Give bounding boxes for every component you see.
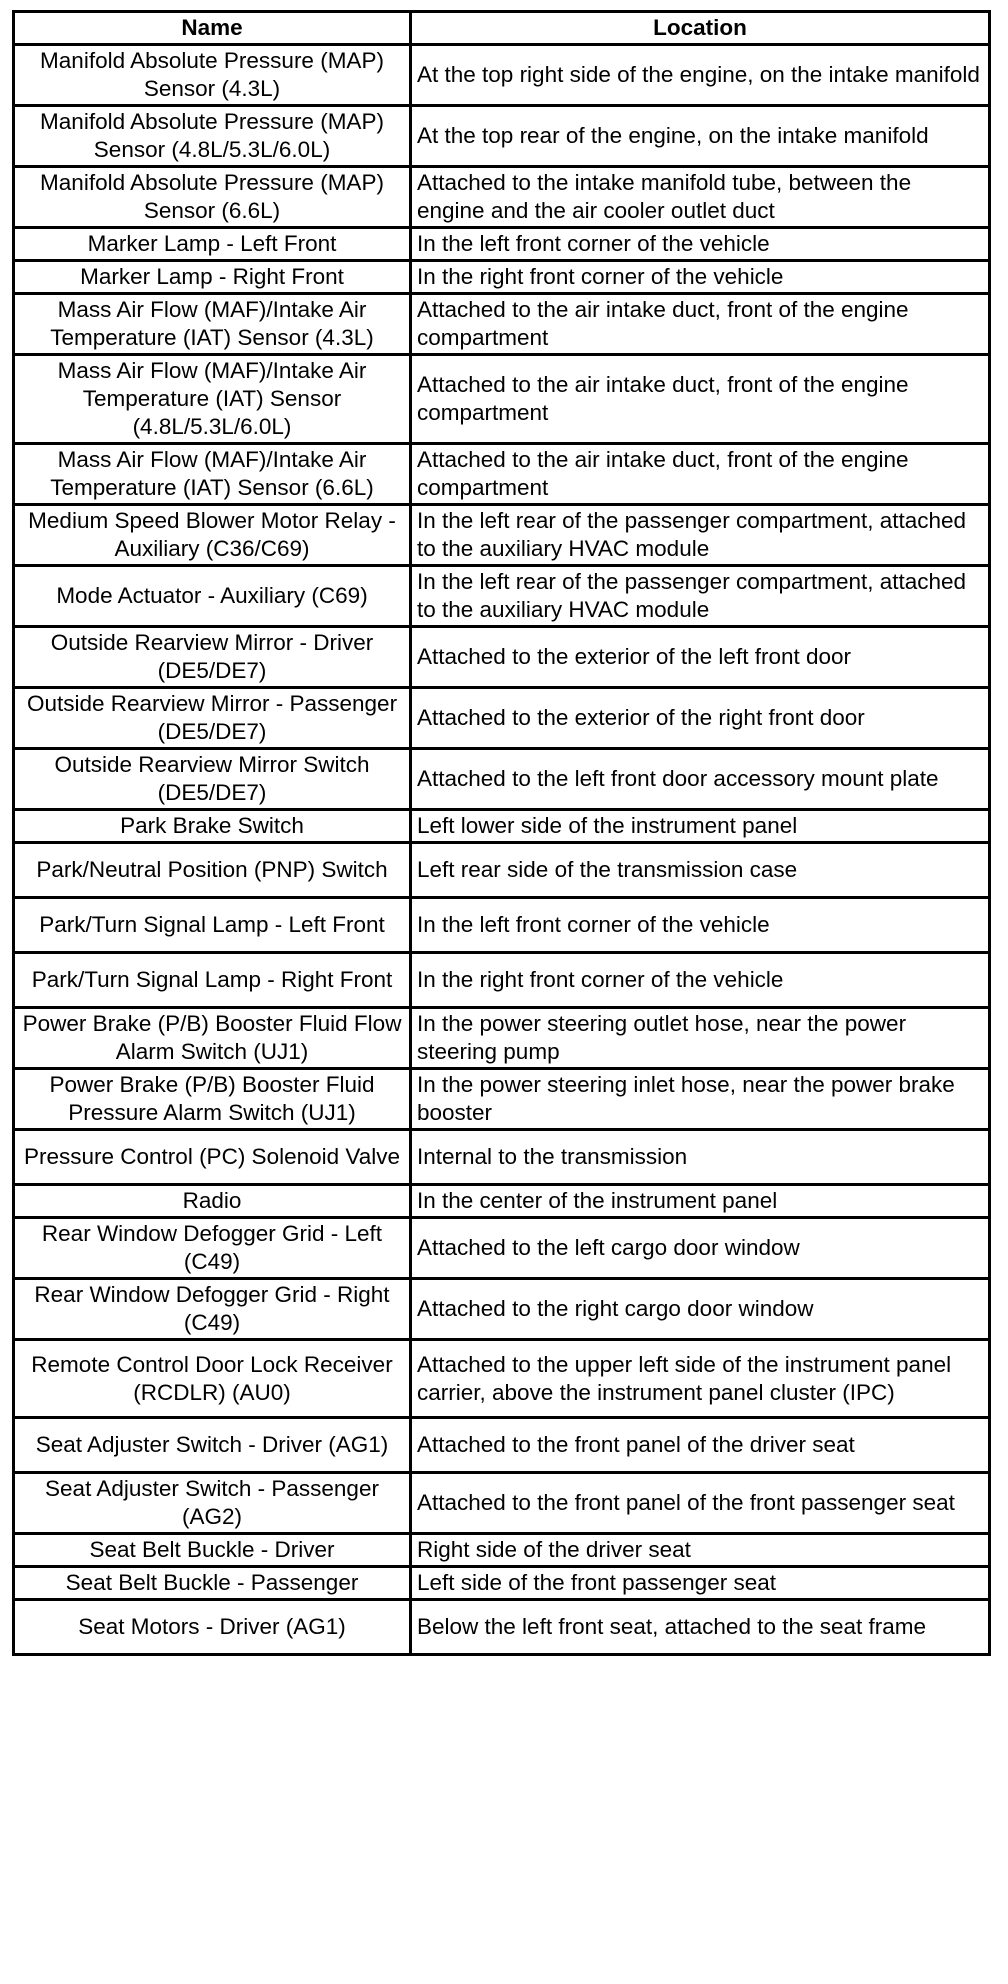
component-location-cell: In the right front corner of the vehicle (411, 261, 990, 294)
table-row (14, 106, 990, 167)
table-row (14, 1473, 990, 1534)
component-name-cell: Marker Lamp - Right Front (14, 261, 411, 294)
table-row (14, 898, 990, 953)
component-name-cell: Mass Air Flow (MAF)/Intake Air Temperature (IAT) Sensor (4.8L/5.3L/6.0L) (14, 355, 411, 444)
component-location-cell: Attached to the upper left side of the instrument panel carrier, above the instrument panel cluster (IPC) (411, 1340, 990, 1418)
table-row (14, 505, 990, 566)
component-location-cell: Attached to the right cargo door window (411, 1279, 990, 1340)
component-location-cell: Attached to the left front door accessory mount plate (411, 749, 990, 810)
header-row (14, 12, 990, 45)
table-row (14, 566, 990, 627)
component-name-cell: Manifold Absolute Pressure (MAP) Sensor (4.3L) (14, 45, 411, 106)
component-name-cell: Mass Air Flow (MAF)/Intake Air Temperature (IAT) Sensor (6.6L) (14, 444, 411, 505)
table-row (14, 1600, 990, 1655)
component-location-cell: Attached to the left cargo door window (411, 1218, 990, 1279)
table-row (14, 810, 990, 843)
table-row (14, 843, 990, 898)
table-row (14, 1130, 990, 1185)
table-row (14, 444, 990, 505)
component-location-cell: Attached to the air intake duct, front of the engine compartment (411, 294, 990, 355)
component-location-cell: Attached to the intake manifold tube, between the engine and the air cooler outlet duct (411, 167, 990, 228)
table-row (14, 1218, 990, 1279)
table-row (14, 167, 990, 228)
table-row (14, 355, 990, 444)
component-name-cell: Power Brake (P/B) Booster Fluid Pressure Alarm Switch (UJ1) (14, 1069, 411, 1130)
component-location-cell: Attached to the front panel of the driver seat (411, 1418, 990, 1473)
component-location-cell: In the right front corner of the vehicle (411, 953, 990, 1008)
component-name-cell: Rear Window Defogger Grid - Right (C49) (14, 1279, 411, 1340)
component-location-cell: In the left front corner of the vehicle (411, 228, 990, 261)
component-location-cell: Attached to the front panel of the front passenger seat (411, 1473, 990, 1534)
component-name-cell: Outside Rearview Mirror - Driver (DE5/DE7) (14, 627, 411, 688)
table-body (14, 45, 990, 1655)
component-name-cell: Seat Belt Buckle - Passenger (14, 1567, 411, 1600)
component-location-cell: In the left rear of the passenger compartment, attached to the auxiliary HVAC module (411, 566, 990, 627)
component-name-cell: Mode Actuator - Auxiliary (C69) (14, 566, 411, 627)
component-name-cell: Park Brake Switch (14, 810, 411, 843)
table-row (14, 627, 990, 688)
component-location-cell: Attached to the air intake duct, front of the engine compartment (411, 444, 990, 505)
component-name-cell: Park/Turn Signal Lamp - Right Front (14, 953, 411, 1008)
table-row (14, 688, 990, 749)
component-name-cell: Rear Window Defogger Grid - Left (C49) (14, 1218, 411, 1279)
component-location-cell: Attached to the exterior of the right front door (411, 688, 990, 749)
component-location-cell: In the center of the instrument panel (411, 1185, 990, 1218)
component-location-cell: Left rear side of the transmission case (411, 843, 990, 898)
location-column-header: Location (411, 12, 990, 45)
component-name-cell: Outside Rearview Mirror Switch (DE5/DE7) (14, 749, 411, 810)
table-row (14, 228, 990, 261)
component-name-cell: Pressure Control (PC) Solenoid Valve (14, 1130, 411, 1185)
component-name-cell: Seat Adjuster Switch - Driver (AG1) (14, 1418, 411, 1473)
component-name-cell: Mass Air Flow (MAF)/Intake Air Temperature (IAT) Sensor (4.3L) (14, 294, 411, 355)
component-name-cell: Seat Motors - Driver (AG1) (14, 1600, 411, 1655)
component-name-cell: Remote Control Door Lock Receiver (RCDLR) (AU0) (14, 1340, 411, 1418)
table-row (14, 1008, 990, 1069)
component-location-cell: At the top right side of the engine, on the intake manifold (411, 45, 990, 106)
component-location-cell: Left lower side of the instrument panel (411, 810, 990, 843)
component-name-cell: Outside Rearview Mirror - Passenger (DE5/DE7) (14, 688, 411, 749)
table-row (14, 1069, 990, 1130)
component-location-cell: At the top rear of the engine, on the intake manifold (411, 106, 990, 167)
table-row (14, 749, 990, 810)
component-name-cell: Marker Lamp - Left Front (14, 228, 411, 261)
table-row (14, 1418, 990, 1473)
table-row (14, 1279, 990, 1340)
table-row (14, 1567, 990, 1600)
component-location-cell: Below the left front seat, attached to the seat frame (411, 1600, 990, 1655)
table-row (14, 294, 990, 355)
component-name-cell: Park/Neutral Position (PNP) Switch (14, 843, 411, 898)
component-name-cell: Park/Turn Signal Lamp - Left Front (14, 898, 411, 953)
component-name-cell: Seat Belt Buckle - Driver (14, 1534, 411, 1567)
table-row (14, 1185, 990, 1218)
component-name-cell: Manifold Absolute Pressure (MAP) Sensor (4.8L/5.3L/6.0L) (14, 106, 411, 167)
table-row (14, 1534, 990, 1567)
component-name-cell: Seat Adjuster Switch - Passenger (AG2) (14, 1473, 411, 1534)
component-location-cell: Right side of the driver seat (411, 1534, 990, 1567)
component-location-cell: Internal to the transmission (411, 1130, 990, 1185)
component-location-cell: Attached to the air intake duct, front of the engine compartment (411, 355, 990, 444)
component-location-cell: In the left rear of the passenger compartment, attached to the auxiliary HVAC module (411, 505, 990, 566)
component-name-cell: Manifold Absolute Pressure (MAP) Sensor (6.6L) (14, 167, 411, 228)
table-row (14, 45, 990, 106)
component-name-cell: Power Brake (P/B) Booster Fluid Flow Alarm Switch (UJ1) (14, 1008, 411, 1069)
table-row (14, 261, 990, 294)
component-location-cell: In the power steering outlet hose, near the power steering pump (411, 1008, 990, 1069)
table-row (14, 953, 990, 1008)
component-location-cell: In the left front corner of the vehicle (411, 898, 990, 953)
component-location-cell: Attached to the exterior of the left front door (411, 627, 990, 688)
component-location-table (12, 10, 991, 1656)
component-location-cell: Left side of the front passenger seat (411, 1567, 990, 1600)
component-name-cell: Radio (14, 1185, 411, 1218)
table-row (14, 1340, 990, 1418)
component-location-cell: In the power steering inlet hose, near the power brake booster (411, 1069, 990, 1130)
name-column-header: Name (14, 12, 411, 45)
component-name-cell: Medium Speed Blower Motor Relay - Auxiliary (C36/C69) (14, 505, 411, 566)
